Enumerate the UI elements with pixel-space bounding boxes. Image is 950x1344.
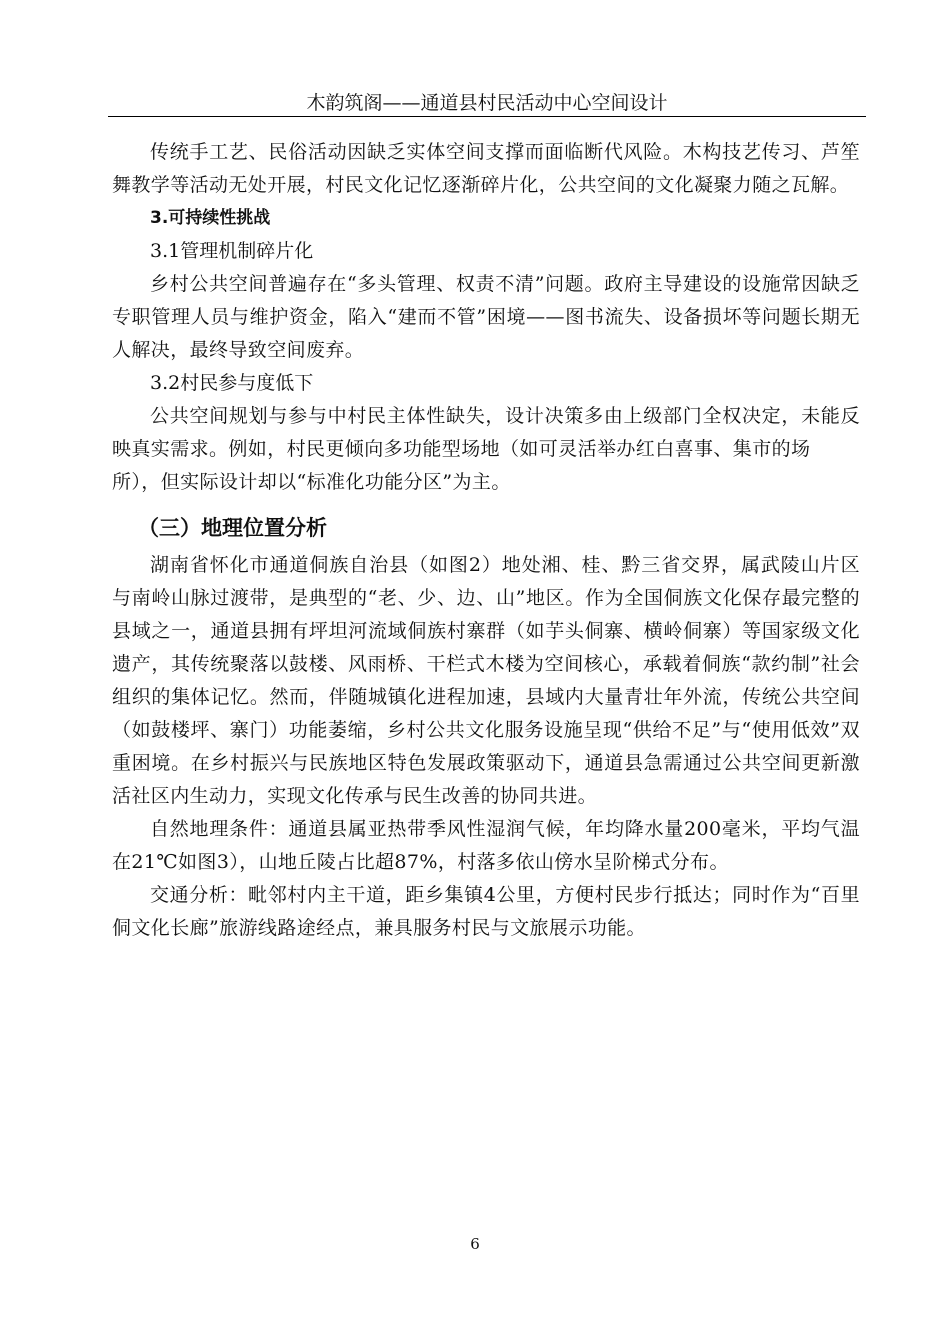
paragraph-3-1: 乡村公共空间普遍存在“多头管理、权责不清”问题。政府主导建设的设施常因缺乏专职管理人员与维护资金，陷入“建而不管”困境——图书流失、设备损坏等问题长期无人解决，最终导致空间废弃。	[112, 273, 860, 361]
paragraph-traffic-analysis: 交通分析：毗邻村内主干道，距乡集镇4公里，方便村民步行抵达；同时作为“百里侗文化长廊”旅游线路途经点，兼具服务村民与文旅展示功能。	[112, 884, 860, 939]
paragraph-natural-conditions: 自然地理条件：通道县属亚热带季风性湿润气候，年均降水量200毫米，平均气温在21℃如图3），山地丘陵占比超87%，村落多依山傍水呈阶梯式分布。	[112, 818, 860, 873]
intro-paragraph: 传统手工艺、民俗活动因缺乏实体空间支撑而面临断代风险。木构技艺传习、芦笙舞教学等活动无处开展，村民文化记忆逐渐碎片化，公共空间的文化凝聚力随之瓦解。	[112, 141, 860, 196]
paragraph-3-2-part-1: 公共空间规划与参与中村民主体性缺失，设计决策多由上级部门全权决定，未能反映真实需求。例如，村民更倾向多功能型场地（如可灵活举办红白喜事、集市的场	[112, 405, 860, 460]
running-header: 木韵筑阁——通道县村民活动中心空间设计	[306, 92, 668, 114]
page-number: 6	[470, 1235, 480, 1253]
heading-3-1-management: 3.1管理机制碎片化	[150, 240, 314, 262]
paragraph-geography: 湖南省怀化市通道侗族自治县（如图2）地处湘、桂、黔三省交界，属武陵山片区与南岭山脉过渡带，是典型的“老、少、边、山”地区。作为全国侗族文化保存最完整的县域之一，通道县拥有坪坦河流域侗族村寨群（如芋头侗寨、横岭侗寨）等国家级文化遗产，其传统聚落以鼓楼、风雨桥、干栏式木楼为空间核心，承载着侗族“款约制”社会组织的集体记忆。然而，伴随城镇化进程加速，县域内大量青壮年外流，传统公共空间（如鼓楼坪、寨门）功能萎缩，乡村公共文化服务设施呈现“供给不足”与“使用低效”双重困境。在乡村振兴与民族地区特色发展政策驱动下，通道县急需通过公共空间更新激活社区内生动力，实现文化传承与民生改善的协同共进。	[112, 554, 860, 807]
paragraph-3-2-part-2: 所），但实际设计却以“标准化功能分区”为主。	[112, 471, 511, 493]
header-divider	[108, 116, 866, 117]
document-body	[112, 136, 860, 945]
heading-3-2-participation: 3.2村民参与度低下	[150, 372, 314, 394]
section-title-geography: （三）地理位置分析	[138, 516, 327, 540]
heading-3-sustainability: 3.可持续性挑战	[150, 208, 271, 228]
